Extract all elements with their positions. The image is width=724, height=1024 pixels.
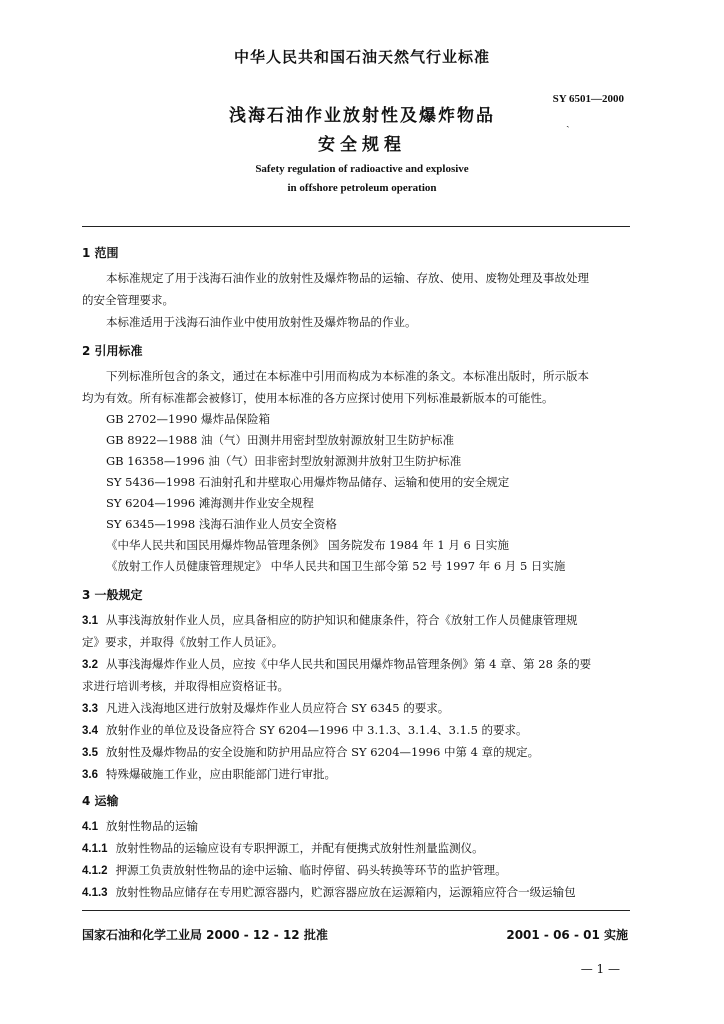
clause-number: 3.6 bbox=[82, 769, 98, 781]
clause-text: 放射性及爆炸物品的安全设施和防护用品应符合 SY 6204—1996 中第 4 章的规定。 bbox=[106, 745, 540, 759]
clause-number: 3.5 bbox=[82, 747, 98, 759]
section-2-heading: 2 引用标准 bbox=[82, 344, 143, 358]
reference-item: GB 16358—1996 油（气）田非密封型放射源测井放射卫生防护标准 bbox=[106, 454, 462, 468]
reference-item: SY 6345—1998 浅海石油作业人员安全资格 bbox=[106, 517, 337, 531]
clause-number: 3.2 bbox=[82, 659, 98, 671]
clause-3-4 bbox=[82, 722, 630, 738]
clause-3-1-continued: 定》要求，并取得《放射工作人员证》。 bbox=[82, 635, 284, 649]
clause-4-1-2 bbox=[82, 862, 630, 878]
standard-code: SY 6501—2000 bbox=[552, 93, 624, 105]
document-title-cn-line1: 浅海石油作业放射性及爆炸物品 bbox=[229, 106, 495, 126]
clause-number: 4.1 bbox=[82, 821, 98, 833]
effective-date: 2001 - 06 - 01 实施 bbox=[506, 928, 628, 942]
clause-3-6 bbox=[82, 766, 630, 782]
margin-mark: ˏ bbox=[566, 115, 570, 128]
clause-text: 凡进入浅海地区进行放射及爆炸作业人员应符合 SY 6345 的要求。 bbox=[106, 701, 450, 715]
footer-divider bbox=[82, 910, 630, 911]
section-1-paragraph-line: 的安全管理要求。 bbox=[82, 293, 174, 307]
clause-number: 4.1.2 bbox=[82, 865, 108, 877]
reference-item: 《放射工作人员健康管理规定》 中华人民共和国卫生部令第 52 号 1997 年 6 月 5 日实施 bbox=[106, 559, 566, 573]
clause-number: 4.1.1 bbox=[82, 843, 108, 855]
document-title-en-line2: in offshore petroleum operation bbox=[287, 182, 437, 194]
clause-text: 特殊爆破施工作业，应由职能部门进行审批。 bbox=[106, 767, 336, 781]
clause-text: 押源工负责放射性物品的途中运输、临时停留、码头转换等环节的监护管理。 bbox=[115, 863, 507, 877]
section-2-paragraph-line: 均为有效。所有标准都会被修订，使用本标准的各方应探讨使用下列标准最新版本的可能性。 bbox=[82, 391, 554, 405]
clause-4-1 bbox=[82, 818, 630, 834]
document-title-en-line1: Safety regulation of radioactive and explosive bbox=[255, 163, 469, 175]
clause-4-1-1 bbox=[82, 840, 630, 856]
reference-item: GB 2702—1990 爆炸品保险箱 bbox=[106, 412, 270, 426]
document-title-cn-line2: 安全规程 bbox=[318, 135, 406, 155]
clause-text: 放射性物品的运输 bbox=[106, 819, 198, 833]
clause-number: 3.3 bbox=[82, 703, 98, 715]
clause-text: 放射作业的单位及设备应符合 SY 6204—1996 中 3.1.3、3.1.4、3.1.5 的要求。 bbox=[106, 723, 528, 737]
clause-4-1-3 bbox=[82, 884, 630, 900]
section-4-heading: 4 运输 bbox=[82, 794, 119, 808]
page-number: — 1 — bbox=[580, 962, 620, 976]
clause-text: 从事浅海爆炸作业人员，应按《中华人民共和国民用爆炸物品管理条例》第 4 章、第 28 条的要 bbox=[106, 657, 592, 671]
clause-text: 放射性物品的运输应设有专职押源工，并配有便携式放射性剂量监测仪。 bbox=[115, 841, 484, 855]
clause-3-2-continued: 求进行培训考核，并取得相应资格证书。 bbox=[82, 679, 289, 693]
header-divider bbox=[82, 226, 630, 227]
reference-item: 《中华人民共和国民用爆炸物品管理条例》 国务院发布 1984 年 1 月 6 日实施 bbox=[106, 538, 509, 552]
approval-info: 国家石油和化学工业局 2000 - 12 - 12 批准 bbox=[82, 928, 328, 942]
clause-3-3 bbox=[82, 700, 630, 716]
section-1-heading: 1 范围 bbox=[82, 246, 119, 260]
section-1-paragraph-line: 本标准规定了用于浅海石油作业的放射性及爆炸物品的运输、存放、使用、废物处理及事故处理 bbox=[106, 271, 589, 285]
clause-3-5 bbox=[82, 744, 630, 760]
section-1-paragraph-line: 本标准适用于浅海石油作业中使用放射性及爆炸物品的作业。 bbox=[106, 315, 417, 329]
clause-text: 从事浅海放射作业人员，应具备相应的防护知识和健康条件，符合《放射工作人员健康管理规 bbox=[106, 613, 578, 627]
clause-text: 放射性物品应储存在专用贮源容器内，贮源容器应放在运源箱内，运源箱应符合一级运输包 bbox=[115, 885, 576, 899]
clause-number: 3.4 bbox=[82, 725, 98, 737]
clause-3-2 bbox=[82, 656, 630, 672]
clause-number: 4.1.3 bbox=[82, 887, 108, 899]
clause-3-1 bbox=[82, 612, 630, 628]
reference-item: SY 6204—1996 滩海测井作业安全规程 bbox=[106, 496, 314, 510]
standard-category-title: 中华人民共和国石油天然气行业标准 bbox=[233, 48, 490, 66]
reference-item: SY 5436—1998 石油射孔和井壁取心用爆炸物品储存、运输和使用的安全规定 bbox=[106, 475, 510, 489]
clause-number: 3.1 bbox=[82, 615, 98, 627]
section-2-paragraph-line: 下列标准所包含的条文，通过在本标准中引用而构成为本标准的条文。本标准出版时，所示版本 bbox=[106, 369, 589, 383]
section-3-heading: 3 一般规定 bbox=[82, 588, 143, 602]
reference-item: GB 8922—1988 油（气）田测井用密封型放射源放射卫生防护标准 bbox=[106, 433, 454, 447]
